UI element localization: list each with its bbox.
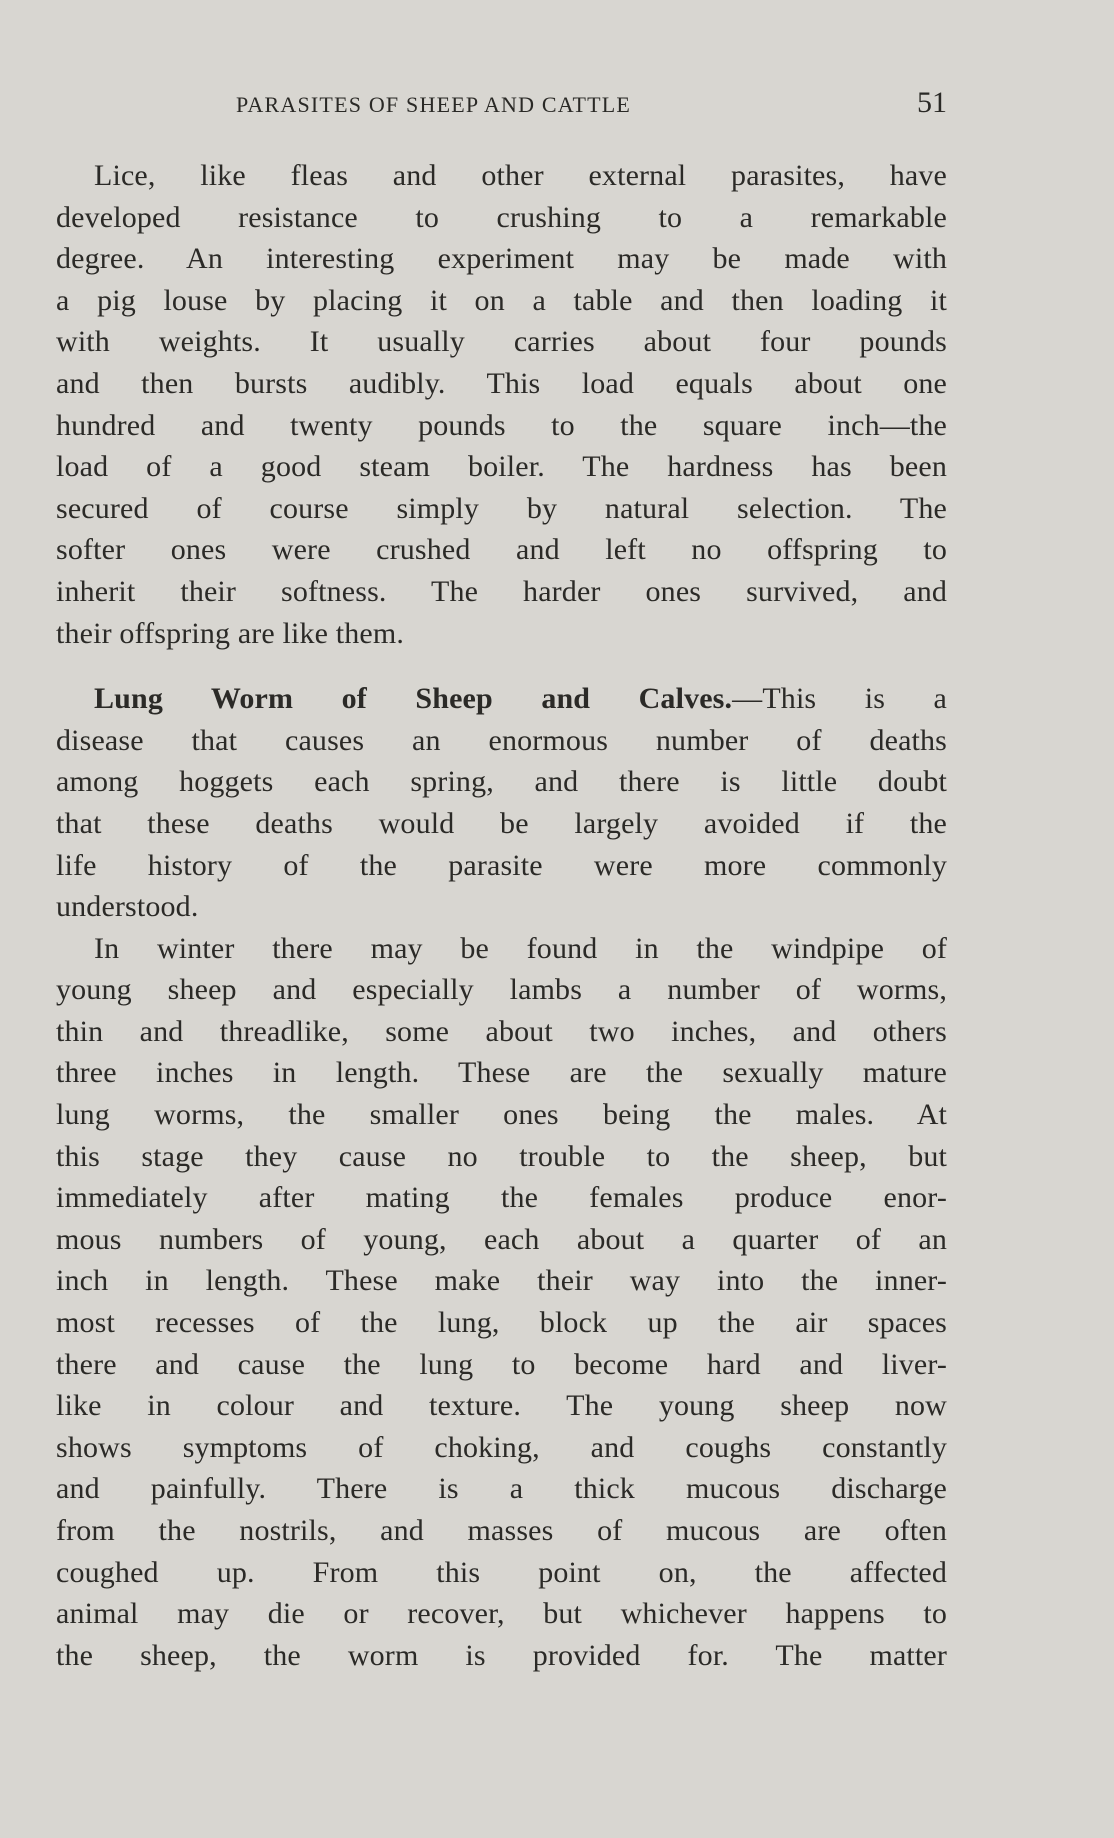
body-text	[56, 155, 947, 1676]
text-line: inch in length. These make their way into the inner-	[56, 1264, 947, 1298]
text-line: mous numbers of young, each about a quarter of an	[56, 1222, 947, 1256]
paragraph-lung-worm	[56, 678, 947, 928]
text-line: inherit their softness. The harder ones survived, and	[56, 574, 947, 608]
text-line: immediately after mating the females produce enor-	[56, 1181, 947, 1215]
text-line: developed resistance to crushing to a remarkable	[56, 200, 947, 234]
text-line: understood.	[56, 890, 199, 924]
section-first-line	[56, 678, 947, 720]
text-line: that these deaths would be largely avoided if the	[56, 806, 947, 840]
text-line: life history of the parasite were more commonly	[56, 848, 947, 882]
page-number: 51	[917, 86, 947, 119]
section-first-line-rest: —This is a	[732, 682, 947, 716]
text-line: In winter there may be found in the windpipe of	[94, 931, 947, 965]
text-line: softer ones were crushed and left no offspring to	[56, 533, 947, 567]
text-line: like in colour and texture. The young sheep now	[56, 1389, 947, 1423]
text-line: most recesses of the lung, block up the air spaces	[56, 1306, 947, 1340]
text-line: and then bursts audibly. This load equals about one	[56, 366, 947, 400]
text-line: a pig louse by placing it on a table and then loading it	[56, 283, 947, 317]
text-line: and painfully. There is a thick mucous discharge	[56, 1472, 947, 1506]
text-line: shows symptoms of choking, and coughs constantly	[56, 1430, 947, 1464]
paragraph-gap	[56, 654, 947, 678]
text-line: there and cause the lung to become hard and liver-	[56, 1347, 947, 1381]
text-line: secured of course simply by natural selection. The	[56, 491, 947, 525]
text-line: thin and threadlike, some about two inches, and others	[56, 1014, 947, 1048]
section-heading: Lung Worm of Sheep and Calves.	[94, 682, 733, 716]
text-line: Lice, like fleas and other external parasites, have	[94, 159, 947, 192]
text-line: from the nostrils, and masses of mucous are often	[56, 1514, 947, 1547]
paragraph-lice	[56, 155, 947, 654]
text-line: young sheep and especially lambs a number of worms,	[56, 973, 947, 1007]
text-line: three inches in length. These are the sexually mature	[56, 1056, 947, 1090]
text-line: this stage they cause no trouble to the sheep, but	[56, 1139, 947, 1173]
text-line: hundred and twenty pounds to the square inch—the	[56, 408, 947, 442]
page-header	[56, 86, 947, 126]
text-line: disease that causes an enormous number of deaths	[56, 723, 947, 757]
text-line: among hoggets each spring, and there is little doubt	[56, 765, 947, 799]
text-line: degree. An interesting experiment may be made with	[56, 242, 947, 276]
text-line: load of a good steam boiler. The hardness has been	[56, 450, 947, 484]
running-head: PARASITES OF SHEEP AND CATTLE	[236, 92, 632, 117]
text-line: coughed up. From this point on, the affected	[56, 1555, 947, 1589]
text-line: their offspring are like them.	[56, 616, 405, 650]
text-line: the sheep, the worm is provided for. The matter	[56, 1638, 947, 1672]
text-line: with weights. It usually carries about four pounds	[56, 325, 947, 359]
text-line: animal may die or recover, but whichever happens to	[56, 1597, 947, 1631]
paragraph-winter	[56, 928, 947, 1677]
text-line: lung worms, the smaller ones being the males. At	[56, 1098, 947, 1132]
